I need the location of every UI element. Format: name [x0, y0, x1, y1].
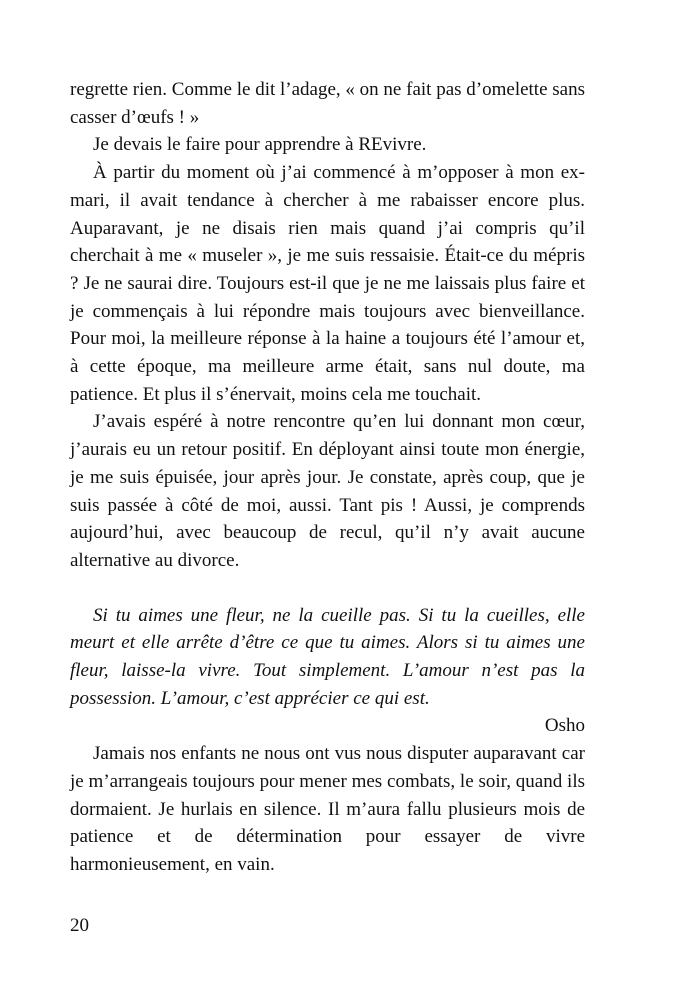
page-body [70, 76, 585, 879]
paragraph-2: Je devais le faire pour apprendre à REvivre. [93, 134, 427, 156]
quote-text: Si tu aimes une fleur, ne la cueille pas. Si tu la cueilles, elle meurt et elle arrête d’être ce que tu aimes. Alors si tu aimes une fleur, laisse-la vivre. Tout simplement. L’amour n’est pas la possession. L’amour, c’est apprécier ce qui est. [70, 604, 585, 709]
quote-author: Osho [544, 715, 585, 737]
page-number: 20 [70, 915, 89, 936]
paragraph-5: Jamais nos enfants ne nous ont vus nous disputer auparavant car je m’arrangeais toujours pour mener mes combats, le soir, quand ils dormaient. Je hurlais en silence. Il m’aura fallu plusieurs mois de patience et de détermination pour essayer de vivre harmonieusement, en vain. [70, 743, 585, 875]
paragraph-4: J’avais espéré à notre rencontre qu’en lui donnant mon cœur, j’aurais eu un retour positif. En déployant ainsi toute mon énergie, je me suis épuisée, jour après jour. Je constate, après coup, que je suis passée à côté de moi, aussi. Tant pis ! Aussi, je comprends aujourd’hui, avec beaucoup de recul, qu’il n’y avait aucune alternative au divorce. [70, 411, 585, 571]
paragraph-3: À partir du moment où j’ai commencé à m’opposer à mon ex-mari, il avait tendance à chercher à me rabaisser encore plus. Auparavant, je ne disais rien mais quand j’ai compris qu’il cherchait à me « museler », je me suis ressaisie. Était-ce du mépris ? Je ne saurai dire. Toujours est-il que je ne me laissais plus faire et je commençais à lui répondre mais toujours avec bienveillance. Pour moi, la meilleure réponse à la haine a toujours été l’amour et, à cette époque, ma meilleure arme était, sans nul doute, ma patience. Et plus il s’énervait, moins cela me touchait. [70, 162, 585, 405]
paragraph-1: regrette rien. Comme le dit l’adage, « on ne fait pas d’omelette sans casser d’œufs ! » [70, 79, 585, 128]
epigraph-quote [70, 602, 585, 741]
